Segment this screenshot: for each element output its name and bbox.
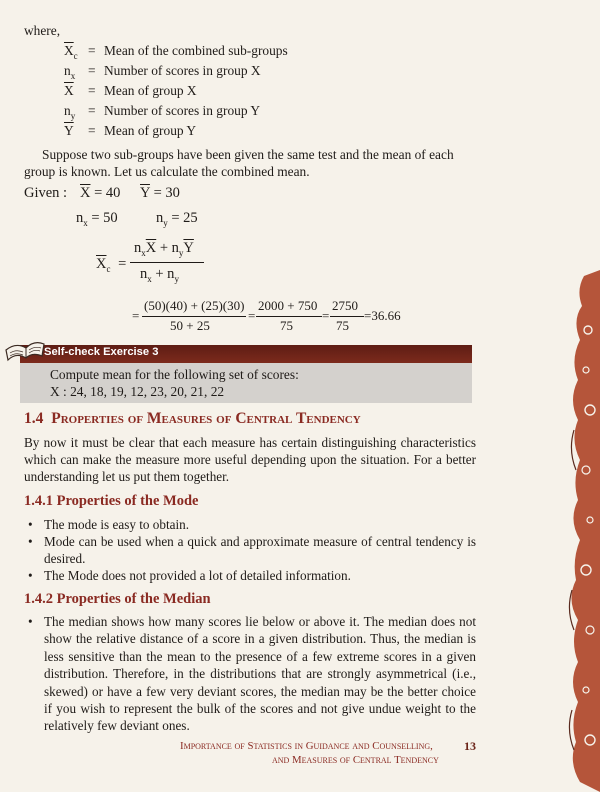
formula-lhs: [96, 256, 126, 274]
num-b: $\overline{X}$: [145, 240, 157, 256]
calc-frac2-num: 2000 + 750: [258, 298, 318, 313]
given-ny-value: = 25: [171, 210, 198, 226]
bullet-dot-icon: •: [28, 517, 33, 532]
exercise-line-2: X : 24, 18, 19, 12, 23, 20, 21, 22: [50, 384, 225, 399]
den-b-sub: y: [174, 274, 179, 284]
num-plus: +: [159, 240, 169, 256]
page-number: 13: [464, 739, 476, 753]
def-equals: =: [88, 63, 96, 78]
suppose-line-1: Suppose two sub-groups have been given the same test and the mean of each: [42, 147, 454, 162]
def-equals: =: [88, 83, 96, 98]
calc-result: =36.66: [364, 308, 401, 323]
footer-title-line-1: Importance of Statistics in Guidance and Counselling,: [180, 740, 433, 752]
def-symbol: n: [64, 63, 71, 78]
formula-fraction-bar: [130, 262, 204, 263]
def-sub: y: [70, 111, 76, 121]
calc-equals-2: =: [248, 308, 256, 323]
def-symbol: $\overline{X}$: [64, 83, 74, 98]
given-ybar: [140, 185, 180, 202]
given-xbar-symbol: $\overline{X}$: [80, 185, 91, 201]
def-symbol: n: [64, 103, 71, 118]
given-xbar-value: = 40: [94, 185, 121, 201]
def-meaning: Number of scores in group Y: [104, 103, 261, 118]
mode-bullet: [28, 516, 476, 533]
den-b: + n: [155, 266, 175, 282]
def-sub: c: [73, 51, 78, 61]
den-a: n: [140, 266, 148, 282]
calc-frac1-den: 50 + 25: [170, 318, 210, 333]
definition-row: [64, 102, 261, 121]
median-bullet: [28, 613, 476, 735]
den-a-sub: x: [147, 274, 152, 284]
mode-bullet: [28, 533, 476, 567]
num-c: n: [171, 240, 179, 256]
median-bullet-text: The median shows how many scores lie below or above it. The median does not show the relative distance of a score in a given distribution. Thus, the median is less sensitive than the mean to the presence of a few extreme scores in a given distribution. Therefore, in the distributions that are strongly asymmetrical (i.e., skewed) or have a few very deviant scores, the median may be the better choice if you wish to represent the bulk of the scores and not give undue weight to the relatively few deviant ones.: [44, 614, 476, 734]
section-heading: [24, 410, 361, 428]
median-heading: 1.4.2 Properties of the Median: [24, 591, 211, 607]
calc-frac2-bar: [256, 316, 322, 317]
formula-lhs-sub: c: [106, 264, 111, 274]
calc-frac2-den: 75: [280, 318, 293, 333]
def-meaning: Mean of the combined sub-groups: [104, 43, 288, 58]
bullet-dot-icon: •: [28, 568, 33, 583]
bullet-dot-icon: •: [28, 534, 33, 549]
exercise-title: Self-check Exercise 3: [44, 346, 159, 358]
given-nx-symbol: n: [76, 210, 84, 226]
def-symbol: $\overline{X}$: [64, 43, 74, 58]
def-meaning: Number of scores in group X: [104, 63, 261, 78]
definition-row: [64, 82, 197, 99]
calc-frac1-num: (50)(40) + (25)(30): [144, 298, 245, 313]
given-ny-sub: y: [163, 218, 168, 228]
definition-row: [64, 122, 197, 139]
decorative-border-illustration: [566, 270, 600, 792]
calc-frac3-bar: [330, 316, 364, 317]
where-label: where,: [24, 23, 61, 38]
given-ybar-symbol: $\overline{Y}$: [140, 185, 150, 201]
calc-frac3-den: 75: [336, 318, 349, 333]
exercise-banner: [20, 345, 472, 363]
given-nx: [76, 210, 118, 228]
given-nx-sub: x: [83, 218, 88, 228]
def-equals: =: [88, 123, 96, 138]
given-xbar: [80, 185, 120, 202]
formula-equals: =: [118, 256, 127, 272]
mode-heading: 1.4.1 Properties of the Mode: [24, 493, 199, 509]
calc-frac3-num: 2750: [332, 298, 358, 313]
section-title: Properties of Measures of Central Tendency: [51, 410, 361, 427]
formula-numerator: [134, 240, 194, 258]
def-equals: =: [88, 43, 96, 58]
exercise-line-1: Compute mean for the following set of scores:: [50, 367, 299, 382]
section-paragraph: By now it must be clear that each measure has certain distinguishing characteristics which can make the measure more useful depending upon the situation. For a better understanding let us put them together.: [24, 435, 476, 485]
calc-equals-3: =: [322, 308, 330, 323]
num-d: $\overline{Y}$: [183, 240, 194, 256]
given-ny-symbol: n: [156, 210, 164, 226]
definition-row: [64, 62, 261, 81]
section-number: 1.4: [24, 410, 44, 427]
calc-frac1-bar: [142, 316, 246, 317]
num-a-sub: x: [141, 248, 146, 258]
book-icon: [2, 330, 46, 364]
calc-equals-1: =: [132, 308, 140, 323]
given-nx-value: = 50: [91, 210, 118, 226]
given-label: Given :: [24, 185, 68, 201]
mode-bullet: [28, 567, 476, 584]
formula-denominator: [140, 266, 179, 284]
bullet-dot-icon: •: [28, 614, 33, 629]
def-symbol: $\overline{Y}$: [64, 123, 74, 138]
def-sub: x: [70, 71, 76, 81]
suppose-line-2: group is known. Let us calculate the combined mean.: [24, 164, 310, 179]
formula-lhs-symbol: $\overline{X}$: [96, 256, 107, 272]
given-ybar-value: = 30: [153, 185, 180, 201]
footer-title-line-2: and Measures of Central Tendency: [272, 754, 439, 766]
def-equals: =: [88, 103, 96, 118]
definition-row: [64, 42, 288, 61]
mode-bullet-text: The mode is easy to obtain.: [44, 517, 190, 532]
num-a: n: [134, 240, 142, 256]
given-ny: [156, 210, 198, 228]
def-meaning: Mean of group X: [104, 83, 197, 98]
def-meaning: Mean of group Y: [104, 123, 197, 138]
mode-bullet-text: Mode can be used when a quick and approximate measure of central tendency is desired.: [44, 534, 476, 566]
mode-bullet-text: The Mode does not provided a lot of detailed information.: [44, 568, 351, 583]
num-c-sub: y: [178, 248, 184, 258]
exercise-box: [20, 363, 472, 403]
